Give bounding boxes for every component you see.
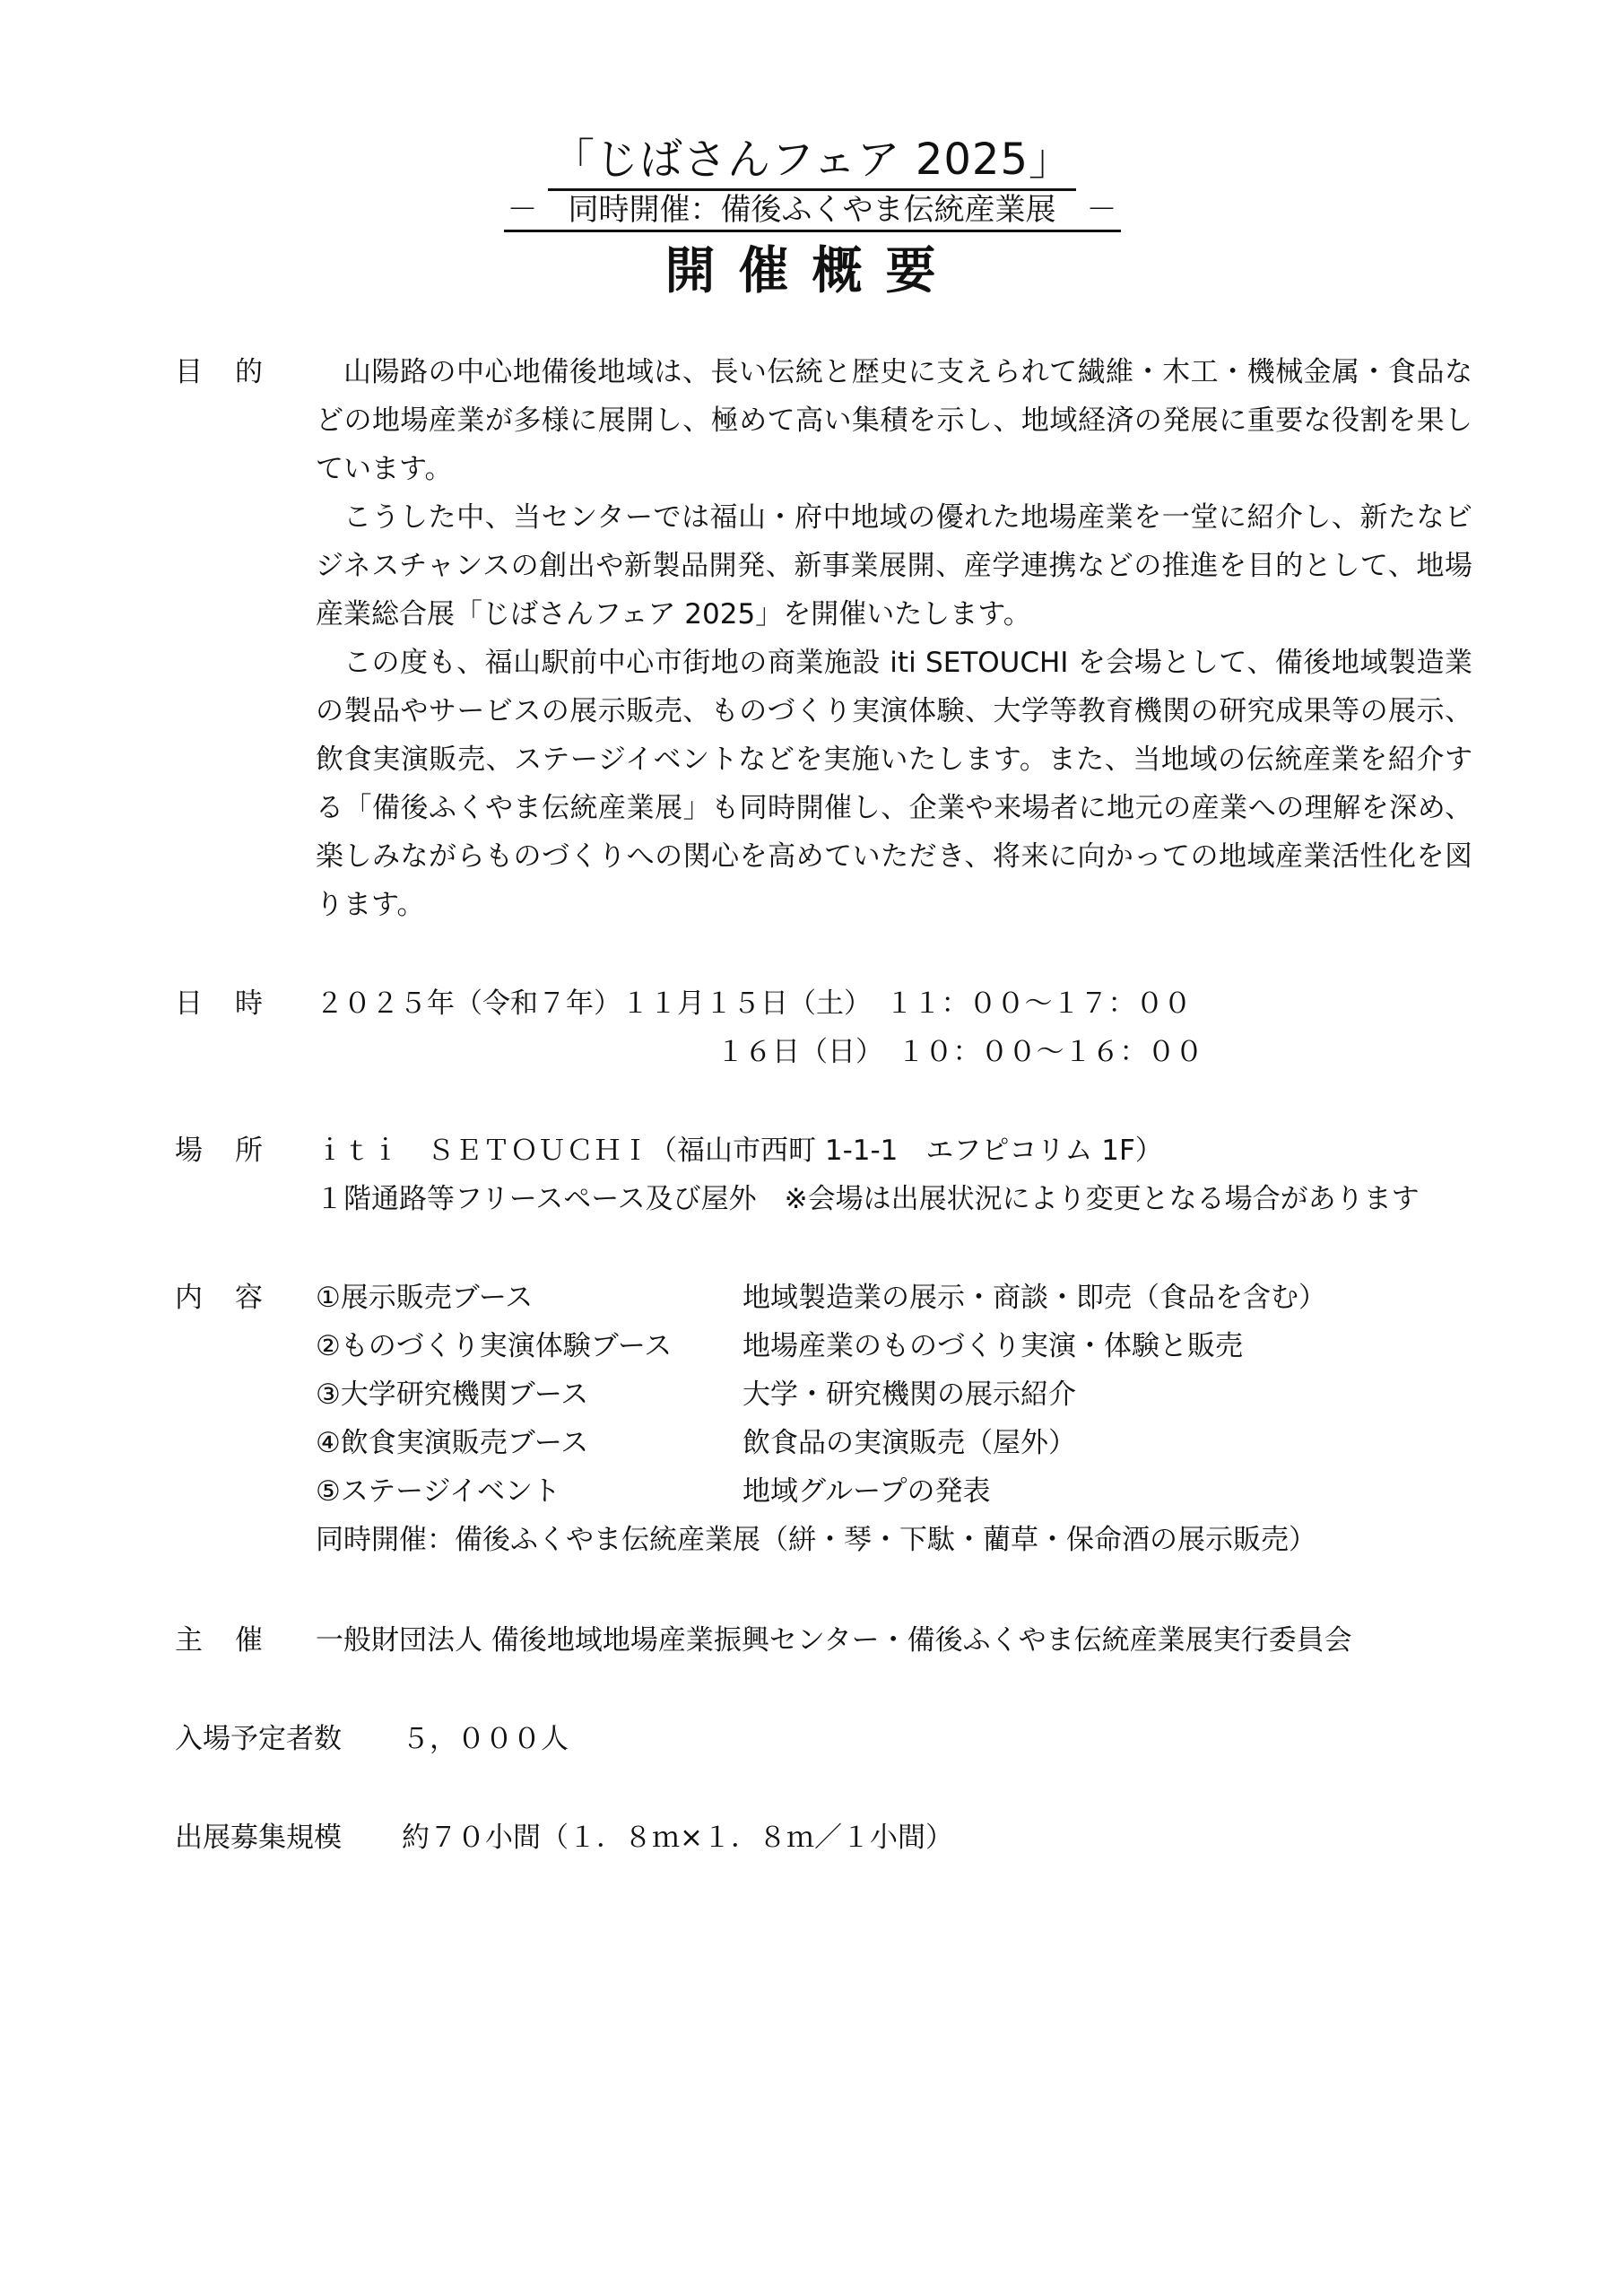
- booth-name: ②ものづくり実演体験ブース: [316, 1330, 673, 1362]
- booth-name: ⑤ステージイベント: [316, 1475, 561, 1508]
- venue-line-1: ｉｔｉ ＳＥＴＯＵＣＨＩ（福山市西町 1-1-1 エフピコリム 1F）: [316, 1135, 1163, 1167]
- purpose-label: 目的: [175, 356, 295, 388]
- content-body: [316, 1274, 1472, 1564]
- booth-description: 地域グループの発表: [743, 1475, 991, 1508]
- booth-description: 大学・研究機関の展示紹介: [743, 1378, 1076, 1411]
- content-row: [316, 1322, 1472, 1370]
- scale-text: 約７０小間（１．８ｍ×１．８ｍ／１小間）: [402, 1822, 953, 1854]
- scale-body: [402, 1813, 1559, 1862]
- datetime-line-1: ２０２５年（令和７年）１１月１５日（土） １１：００～１７：００: [316, 987, 1192, 1020]
- content-label: 内容: [175, 1282, 295, 1314]
- organizer-text: 一般財団法人 備後地域地場産業振興センター・備後ふくやま伝統産業展実行委員会: [316, 1624, 1352, 1657]
- attendance-label: 入場予定者数: [175, 1723, 342, 1755]
- title-text: 「じばさんフェア 2025」: [548, 133, 1076, 191]
- organizer-label: 主催: [175, 1624, 295, 1657]
- content-row: [316, 1370, 1472, 1419]
- subtitle-text: － 同時開催：備後ふくやま伝統産業展 －: [504, 190, 1121, 232]
- organizer-body: [316, 1616, 1472, 1665]
- venue-line-2: １階通路等フリースペース及び屋外 ※会場は出展状況により変更となる場合があります: [316, 1183, 1420, 1215]
- overview-heading: 開催概要: [664, 242, 960, 300]
- venue-body: [316, 1126, 1472, 1223]
- venue-label: 場所: [175, 1135, 295, 1167]
- content-row: [316, 1274, 1472, 1322]
- booth-name: ①展示販売ブース: [316, 1282, 534, 1314]
- datetime-label: 日時: [175, 987, 295, 1020]
- datetime-body: [316, 979, 1472, 1076]
- datetime-line-2: １６日（日） １０：００～１６：００: [716, 1036, 1203, 1068]
- document-subtitle: [0, 190, 1624, 232]
- booth-name: ④飲食実演販売ブース: [316, 1427, 589, 1459]
- booth-name: ③大学研究機関ブース: [316, 1378, 589, 1411]
- attendance-text: ５，０００人: [402, 1723, 569, 1755]
- purpose-body: [316, 348, 1472, 929]
- document-title: [0, 133, 1624, 191]
- purpose-paragraph-3: この度も、福山駅前中心市街地の商業施設 iti SETOUCHI を会場として、備後地域製造業の製品やサービスの展示販売、ものづくり実演体験、大学等教育機関の研究成果等の展示、飲食実演販売、ステージイベントなどを実施いたします。また、当地域の伝統産業を紹介する「備後ふくやま伝統産業展」も同時開催し、企業や来場者に地元の産業への理解を深め、楽しみながらものづくりへの関心を高めていただき、将来に向かっての地域産業活性化を図ります。: [316, 647, 1472, 921]
- content-row: [316, 1467, 1472, 1516]
- content-note: 同時開催：備後ふくやま伝統産業展（絣・琴・下駄・藺草・保命酒の展示販売）: [316, 1524, 1316, 1556]
- booth-description: 地域製造業の展示・商談・即売（食品を含む）: [743, 1282, 1326, 1314]
- content-row: [316, 1419, 1472, 1467]
- purpose-paragraph-2: こうした中、当センターでは福山・府中地域の優れた地場産業を一堂に紹介し、新たなビジネスチャンスの創出や新製品開発、新事業展開、産学連携などの推進を目的として、地場産業総合展「じばさんフェア 2025」を開催いたします。: [316, 501, 1472, 631]
- attendance-body: [402, 1715, 1559, 1763]
- scale-label: 出展募集規模: [175, 1822, 342, 1854]
- booth-description: 地場産業のものづくり実演・体験と販売: [743, 1330, 1243, 1362]
- booth-description: 飲食品の実演販売（屋外）: [743, 1427, 1076, 1459]
- purpose-paragraph-1: 山陽路の中心地備後地域は、長い伝統と歴史に支えられて繊維・木工・機械金属・食品などの地場産業が多様に展開し、極めて高い集積を示し、地域経済の発展に重要な役割を果しています。: [316, 356, 1472, 485]
